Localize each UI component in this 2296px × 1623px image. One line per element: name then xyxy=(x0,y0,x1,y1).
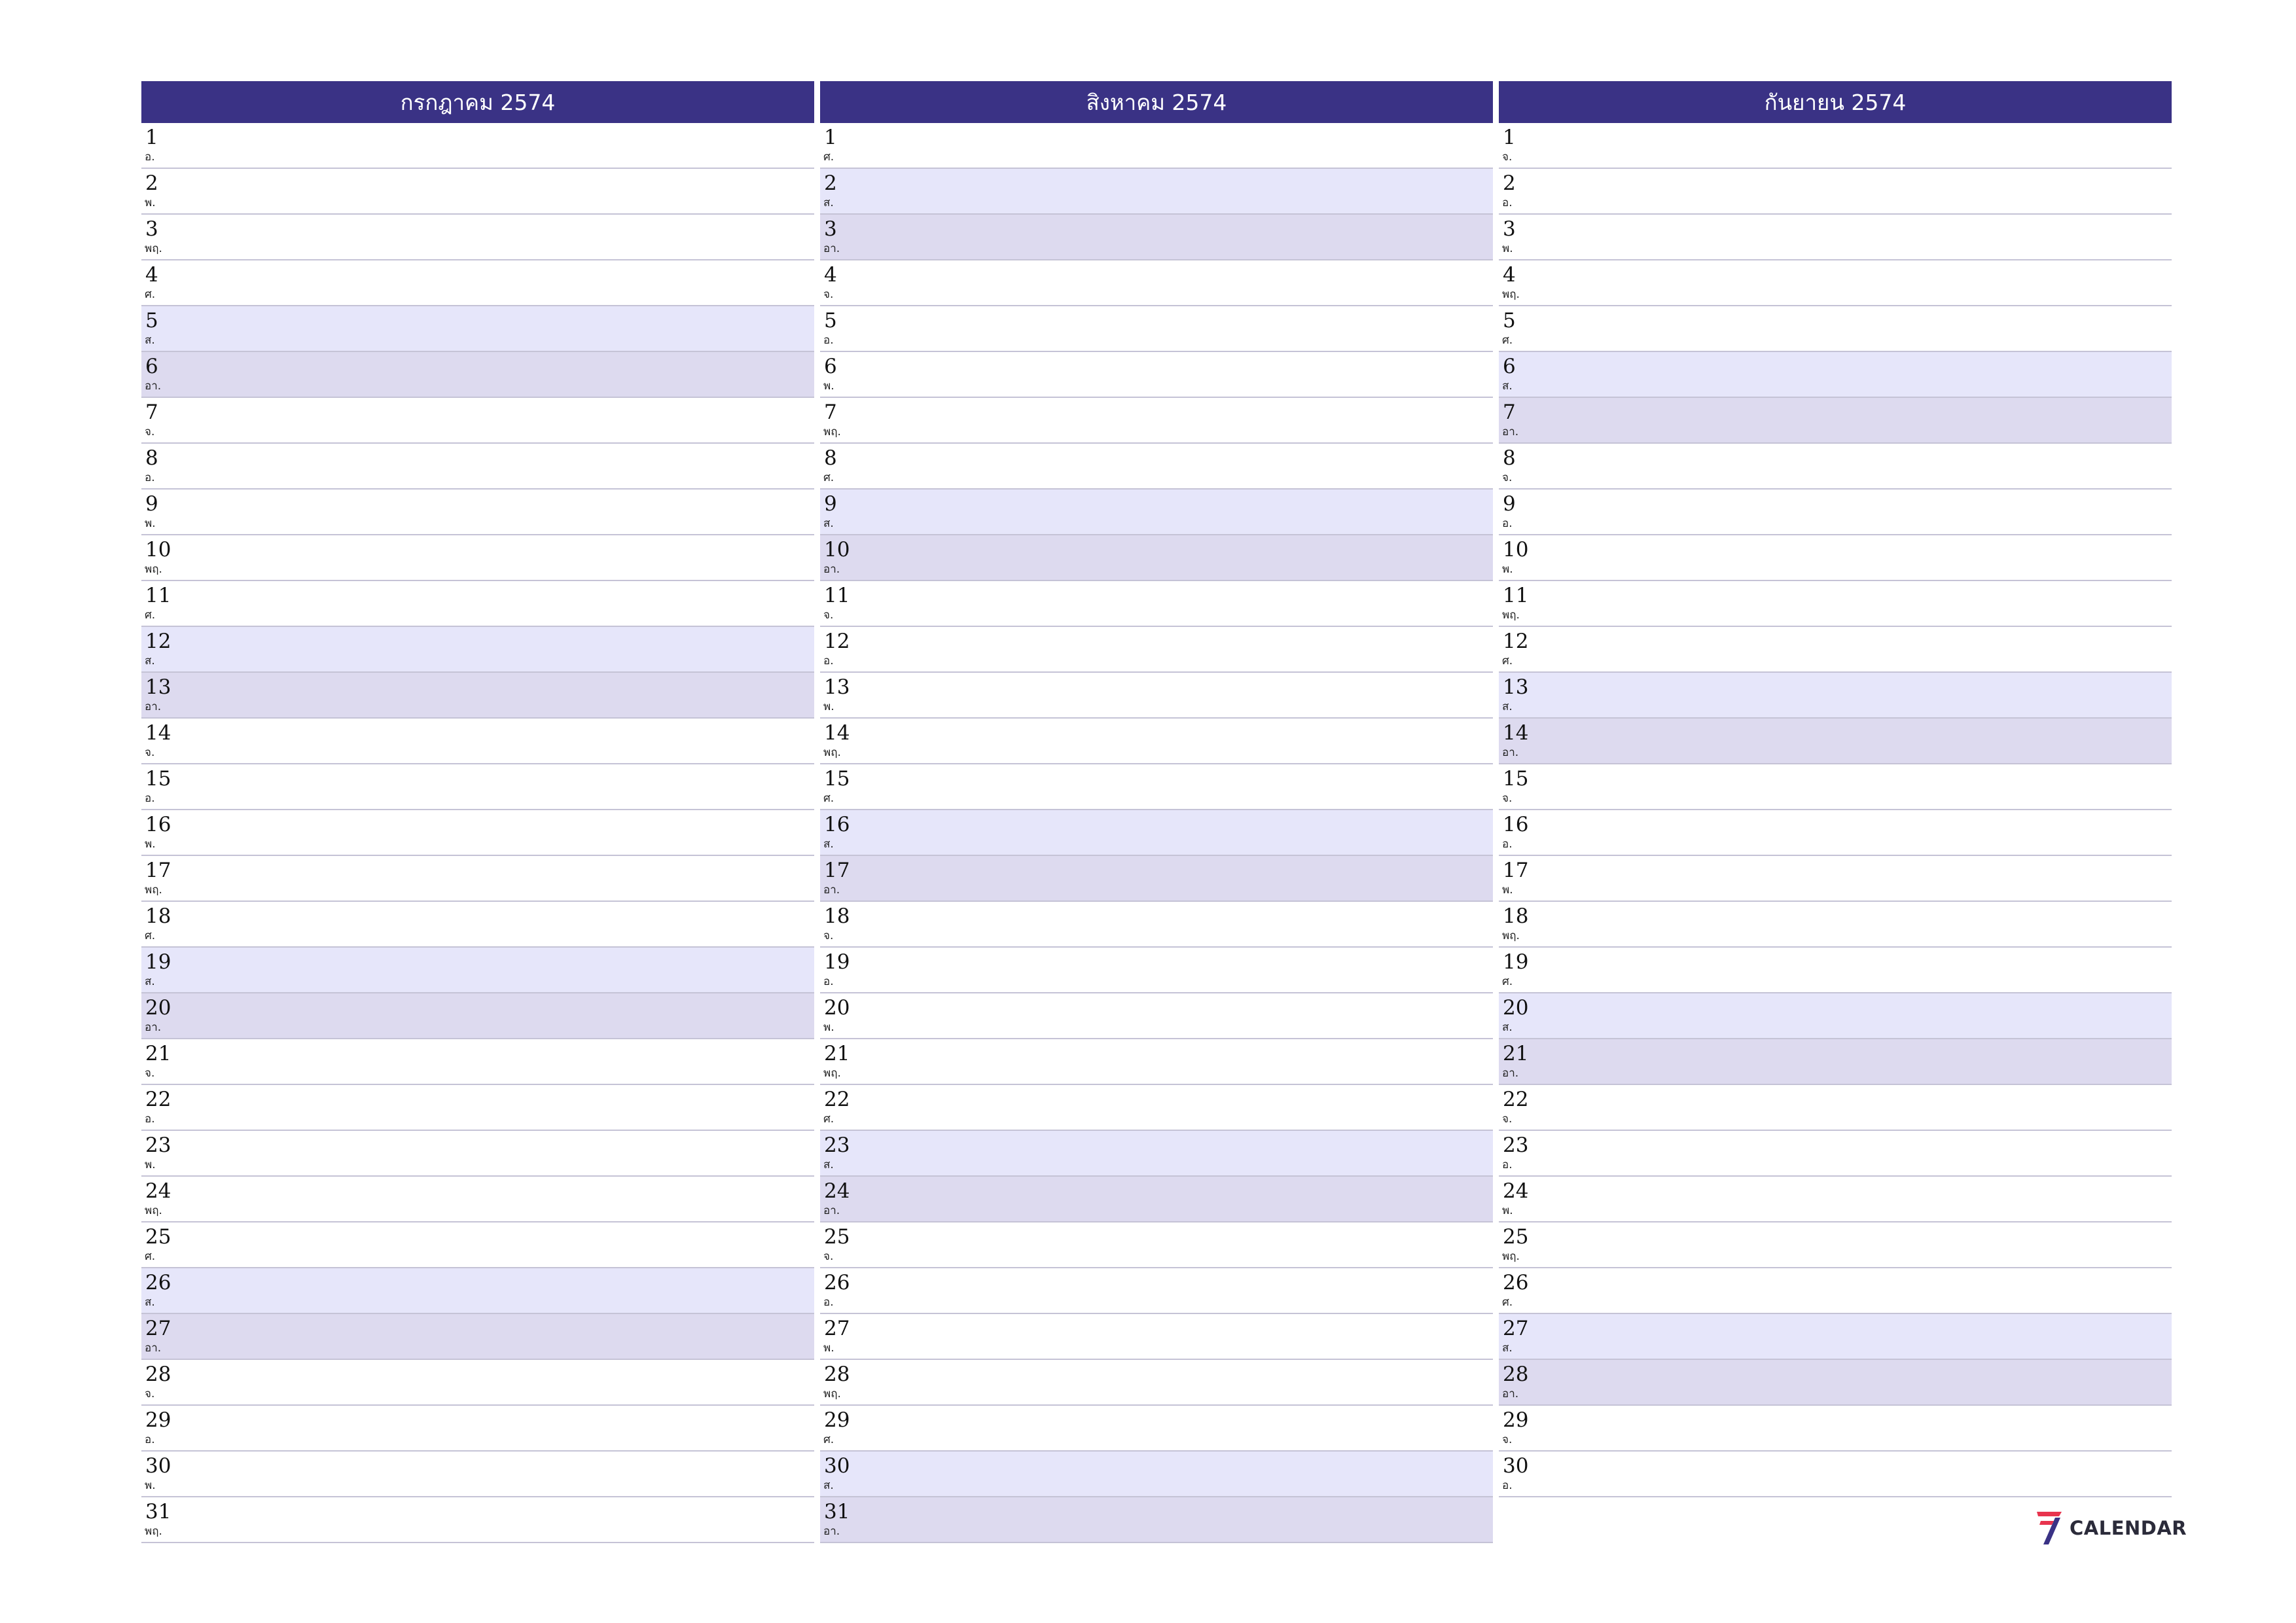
day-row xyxy=(820,535,1493,581)
day-row xyxy=(1499,673,2172,719)
weekday-label: พ. xyxy=(1502,1204,1513,1217)
day-number: 14 xyxy=(1503,721,1529,745)
day-number: 29 xyxy=(145,1408,171,1432)
weekday-label: อ. xyxy=(1502,838,1513,851)
day-row xyxy=(820,260,1493,306)
weekday-label: อา. xyxy=(145,1342,162,1355)
weekday-label: ส. xyxy=(823,517,834,530)
day-row xyxy=(141,810,814,856)
day-number: 5 xyxy=(824,309,837,332)
day-row xyxy=(820,581,1493,627)
day-row xyxy=(1499,306,2172,352)
day-row xyxy=(1499,627,2172,673)
day-number: 23 xyxy=(1503,1133,1529,1157)
day-row xyxy=(1499,1406,2172,1452)
day-number: 15 xyxy=(145,767,171,791)
day-number: 15 xyxy=(824,767,850,791)
day-row xyxy=(141,1497,814,1543)
day-number: 5 xyxy=(145,309,158,332)
day-row xyxy=(141,948,814,993)
day-number: 27 xyxy=(145,1317,171,1340)
day-row xyxy=(1499,1039,2172,1085)
day-row xyxy=(820,627,1493,673)
day-number: 25 xyxy=(145,1225,171,1249)
day-number: 18 xyxy=(824,904,850,928)
month-header: กรกฎาคม 2574 xyxy=(141,81,814,123)
day-row xyxy=(141,1314,814,1360)
day-number: 19 xyxy=(145,950,171,974)
weekday-label: พ. xyxy=(823,700,834,713)
day-row xyxy=(141,123,814,169)
day-row xyxy=(1499,1131,2172,1177)
day-number: 12 xyxy=(824,630,850,653)
weekday-label: อา. xyxy=(823,1204,840,1217)
day-number: 30 xyxy=(145,1454,171,1478)
day-row xyxy=(141,627,814,673)
weekday-label: อ. xyxy=(823,334,834,347)
day-number: 28 xyxy=(824,1363,850,1386)
day-number: 29 xyxy=(824,1408,850,1432)
weekday-label: อ. xyxy=(145,151,155,164)
day-number: 24 xyxy=(1503,1179,1529,1203)
day-row xyxy=(141,352,814,398)
weekday-label: จ. xyxy=(823,609,834,622)
weekday-label: จ. xyxy=(1502,792,1513,805)
weekday-label: จ. xyxy=(1502,1113,1513,1126)
weekday-label: พฤ. xyxy=(1502,1250,1520,1263)
day-number: 26 xyxy=(824,1271,850,1294)
weekday-label: ส. xyxy=(823,196,834,209)
weekday-label: จ. xyxy=(145,1067,155,1080)
day-number: 9 xyxy=(1503,492,1516,516)
day-number: 17 xyxy=(145,859,171,882)
day-number: 17 xyxy=(1503,859,1529,882)
day-number: 2 xyxy=(1503,171,1516,195)
weekday-label: ส. xyxy=(823,1158,834,1171)
day-row xyxy=(141,1085,814,1131)
day-row xyxy=(1499,352,2172,398)
weekday-label: อา. xyxy=(1502,1387,1519,1400)
weekday-label: พ. xyxy=(1502,883,1513,897)
day-number: 21 xyxy=(145,1042,171,1065)
day-number: 9 xyxy=(145,492,158,516)
weekday-label: อ. xyxy=(1502,1158,1513,1171)
month-column-3 xyxy=(1499,81,2172,1497)
day-row xyxy=(1499,1222,2172,1268)
weekday-label: พ. xyxy=(823,380,834,393)
day-number: 2 xyxy=(824,171,837,195)
weekday-label: อา. xyxy=(823,563,840,576)
day-number: 16 xyxy=(145,813,171,836)
day-number: 29 xyxy=(1503,1408,1529,1432)
day-number: 14 xyxy=(824,721,850,745)
day-row xyxy=(820,1360,1493,1406)
day-row xyxy=(820,764,1493,810)
day-row xyxy=(1499,490,2172,535)
day-number: 13 xyxy=(145,675,171,699)
weekday-label: ศ. xyxy=(1502,975,1513,988)
day-number: 10 xyxy=(824,538,850,562)
day-number: 5 xyxy=(1503,309,1516,332)
day-number: 12 xyxy=(1503,630,1529,653)
weekday-label: อ. xyxy=(1502,517,1513,530)
day-row xyxy=(141,856,814,902)
day-number: 9 xyxy=(824,492,837,516)
day-number: 21 xyxy=(824,1042,850,1065)
weekday-label: อา. xyxy=(1502,425,1519,438)
day-number: 6 xyxy=(1503,355,1516,378)
weekday-label: ศ. xyxy=(823,1433,834,1446)
weekday-label: พ. xyxy=(1502,563,1513,576)
weekday-label: อ. xyxy=(145,792,155,805)
weekday-label: อา. xyxy=(145,700,162,713)
weekday-label: อา. xyxy=(823,883,840,897)
weekday-label: พฤ. xyxy=(823,1067,841,1080)
weekday-label: พฤ. xyxy=(145,1204,162,1217)
day-row xyxy=(820,810,1493,856)
day-row xyxy=(820,398,1493,444)
weekday-label: อ. xyxy=(1502,1479,1513,1492)
weekday-label: ส. xyxy=(145,654,155,668)
day-row xyxy=(820,444,1493,490)
day-number: 31 xyxy=(824,1500,850,1524)
weekday-label: ศ. xyxy=(823,792,834,805)
weekday-label: อา. xyxy=(145,1021,162,1034)
weekday-label: ศ. xyxy=(823,471,834,484)
weekday-label: พฤ. xyxy=(823,746,841,759)
weekday-label: ส. xyxy=(1502,1021,1513,1034)
day-row xyxy=(141,764,814,810)
day-number: 3 xyxy=(824,217,837,241)
weekday-label: ส. xyxy=(1502,1342,1513,1355)
weekday-label: พ. xyxy=(145,196,156,209)
weekday-label: จ. xyxy=(823,288,834,301)
weekday-label: พฤ. xyxy=(1502,609,1520,622)
weekday-label: ส. xyxy=(145,975,155,988)
day-number: 20 xyxy=(1503,996,1529,1020)
day-number: 28 xyxy=(1503,1363,1529,1386)
day-number: 8 xyxy=(1503,446,1516,470)
day-row xyxy=(820,1314,1493,1360)
day-row xyxy=(820,1497,1493,1543)
day-row xyxy=(820,1177,1493,1222)
day-number: 20 xyxy=(145,996,171,1020)
day-number: 4 xyxy=(824,263,837,287)
weekday-label: พฤ. xyxy=(145,883,162,897)
day-list xyxy=(820,123,1493,1543)
day-number: 13 xyxy=(1503,675,1529,699)
brand-logo xyxy=(2036,1510,2187,1546)
weekday-label: อ. xyxy=(823,654,834,668)
weekday-label: จ. xyxy=(145,746,155,759)
day-row xyxy=(820,673,1493,719)
day-row xyxy=(820,490,1493,535)
weekday-label: พ. xyxy=(145,838,156,851)
day-number: 30 xyxy=(824,1454,850,1478)
day-row xyxy=(820,1085,1493,1131)
day-row xyxy=(141,398,814,444)
weekday-label: จ. xyxy=(145,425,155,438)
weekday-label: อา. xyxy=(1502,1067,1519,1080)
day-number: 19 xyxy=(1503,950,1529,974)
day-row xyxy=(820,1222,1493,1268)
weekday-label: ศ. xyxy=(145,929,156,942)
day-row xyxy=(141,993,814,1039)
day-row xyxy=(1499,581,2172,627)
weekday-label: ศ. xyxy=(823,1113,834,1126)
weekday-label: พฤ. xyxy=(145,1525,162,1538)
day-row xyxy=(820,1268,1493,1314)
weekday-label: อา. xyxy=(145,380,162,393)
day-row xyxy=(820,1039,1493,1085)
day-row xyxy=(141,1177,814,1222)
weekday-label: พฤ. xyxy=(145,242,162,255)
weekday-label: พ. xyxy=(145,1479,156,1492)
day-number: 1 xyxy=(145,126,158,149)
day-number: 7 xyxy=(145,401,158,424)
day-number: 8 xyxy=(145,446,158,470)
day-row xyxy=(141,490,814,535)
weekday-label: พ. xyxy=(145,517,156,530)
day-row xyxy=(1499,948,2172,993)
day-row xyxy=(1499,764,2172,810)
day-row xyxy=(141,306,814,352)
weekday-label: พฤ. xyxy=(823,425,841,438)
weekday-label: จ. xyxy=(823,929,834,942)
day-row xyxy=(820,123,1493,169)
month-header: สิงหาคม 2574 xyxy=(820,81,1493,123)
weekday-label: ส. xyxy=(145,334,155,347)
weekday-label: ส. xyxy=(823,1479,834,1492)
weekday-label: จ. xyxy=(1502,471,1513,484)
day-row xyxy=(1499,123,2172,169)
day-row xyxy=(1499,1360,2172,1406)
day-number: 7 xyxy=(824,401,837,424)
weekday-label: พ. xyxy=(823,1021,834,1034)
day-number: 25 xyxy=(1503,1225,1529,1249)
weekday-label: อ. xyxy=(823,1296,834,1309)
day-number: 19 xyxy=(824,950,850,974)
weekday-label: จ. xyxy=(823,1250,834,1263)
day-row xyxy=(141,1406,814,1452)
day-row xyxy=(141,1131,814,1177)
day-number: 11 xyxy=(145,584,171,607)
day-row xyxy=(141,1452,814,1497)
day-number: 14 xyxy=(145,721,171,745)
day-row xyxy=(141,444,814,490)
weekday-label: ศ. xyxy=(145,288,156,301)
day-row xyxy=(141,1360,814,1406)
day-row xyxy=(1499,215,2172,260)
weekday-label: อา. xyxy=(1502,746,1519,759)
day-list xyxy=(141,123,814,1543)
day-number: 3 xyxy=(145,217,158,241)
day-row xyxy=(141,902,814,948)
weekday-label: พ. xyxy=(145,1158,156,1171)
day-row xyxy=(141,215,814,260)
day-row xyxy=(141,169,814,215)
day-number: 11 xyxy=(1503,584,1529,607)
weekday-label: จ. xyxy=(145,1387,155,1400)
weekday-label: อ. xyxy=(1502,196,1513,209)
day-row xyxy=(141,260,814,306)
day-row xyxy=(1499,1314,2172,1360)
day-row xyxy=(1499,1085,2172,1131)
weekday-label: พฤ. xyxy=(1502,288,1520,301)
day-row xyxy=(820,352,1493,398)
day-number: 11 xyxy=(824,584,850,607)
day-row xyxy=(1499,1268,2172,1314)
day-number: 30 xyxy=(1503,1454,1529,1478)
day-number: 8 xyxy=(824,446,837,470)
day-row xyxy=(1499,856,2172,902)
day-row xyxy=(820,215,1493,260)
day-number: 20 xyxy=(824,996,850,1020)
day-number: 22 xyxy=(145,1088,171,1111)
day-number: 16 xyxy=(1503,813,1529,836)
day-number: 27 xyxy=(824,1317,850,1340)
day-row xyxy=(820,993,1493,1039)
day-number: 26 xyxy=(1503,1271,1529,1294)
month-column-1 xyxy=(141,81,814,1543)
day-number: 26 xyxy=(145,1271,171,1294)
weekday-label: พฤ. xyxy=(823,1387,841,1400)
day-row xyxy=(1499,993,2172,1039)
day-row xyxy=(1499,1452,2172,1497)
day-row xyxy=(820,1131,1493,1177)
day-row xyxy=(820,1452,1493,1497)
day-number: 16 xyxy=(824,813,850,836)
day-row xyxy=(141,673,814,719)
weekday-label: ส. xyxy=(823,838,834,851)
day-number: 24 xyxy=(824,1179,850,1203)
day-row xyxy=(820,902,1493,948)
day-number: 23 xyxy=(145,1133,171,1157)
day-number: 10 xyxy=(1503,538,1529,562)
day-number: 25 xyxy=(824,1225,850,1249)
day-number: 4 xyxy=(145,263,158,287)
day-number: 1 xyxy=(1503,126,1516,149)
weekday-label: ส. xyxy=(145,1296,155,1309)
weekday-label: อ. xyxy=(823,975,834,988)
day-row xyxy=(1499,719,2172,764)
weekday-label: อ. xyxy=(145,1433,155,1446)
day-number: 17 xyxy=(824,859,850,882)
day-row xyxy=(141,581,814,627)
day-number: 27 xyxy=(1503,1317,1529,1340)
weekday-label: ศ. xyxy=(823,151,834,164)
day-number: 21 xyxy=(1503,1042,1529,1065)
day-row xyxy=(1499,398,2172,444)
day-number: 13 xyxy=(824,675,850,699)
day-number: 6 xyxy=(145,355,158,378)
day-row xyxy=(820,1406,1493,1452)
weekday-label: อ. xyxy=(145,1113,155,1126)
day-row xyxy=(141,719,814,764)
weekday-label: อา. xyxy=(823,242,840,255)
day-row xyxy=(820,856,1493,902)
weekday-label: ส. xyxy=(1502,700,1513,713)
day-row xyxy=(820,948,1493,993)
day-number: 3 xyxy=(1503,217,1516,241)
day-row xyxy=(820,719,1493,764)
weekday-label: ส. xyxy=(1502,380,1513,393)
weekday-label: พ. xyxy=(1502,242,1513,255)
day-row xyxy=(820,169,1493,215)
day-row xyxy=(141,1222,814,1268)
day-number: 6 xyxy=(824,355,837,378)
weekday-label: ศ. xyxy=(1502,1296,1513,1309)
weekday-label: ศ. xyxy=(145,1250,156,1263)
weekday-label: อ. xyxy=(145,471,155,484)
day-number: 24 xyxy=(145,1179,171,1203)
day-row xyxy=(1499,444,2172,490)
weekday-label: จ. xyxy=(1502,1433,1513,1446)
day-number: 1 xyxy=(824,126,837,149)
day-number: 18 xyxy=(1503,904,1529,928)
day-number: 22 xyxy=(824,1088,850,1111)
day-number: 7 xyxy=(1503,401,1516,424)
day-row xyxy=(1499,535,2172,581)
day-list xyxy=(1499,123,2172,1497)
logo-text: CALENDAR xyxy=(2070,1517,2187,1539)
day-number: 18 xyxy=(145,904,171,928)
seven-logo-icon xyxy=(2036,1510,2063,1546)
day-row xyxy=(1499,810,2172,856)
month-column-2 xyxy=(820,81,1493,1543)
day-row xyxy=(141,535,814,581)
weekday-label: ศ. xyxy=(145,609,156,622)
weekday-label: ศ. xyxy=(1502,334,1513,347)
weekday-label: จ. xyxy=(1502,151,1513,164)
day-number: 28 xyxy=(145,1363,171,1386)
day-number: 4 xyxy=(1503,263,1516,287)
weekday-label: พ. xyxy=(823,1342,834,1355)
weekday-label: ศ. xyxy=(1502,654,1513,668)
day-row xyxy=(1499,169,2172,215)
month-header: กันยายน 2574 xyxy=(1499,81,2172,123)
weekday-label: อา. xyxy=(823,1525,840,1538)
weekday-label: พฤ. xyxy=(1502,929,1520,942)
day-row xyxy=(1499,260,2172,306)
day-row xyxy=(1499,1177,2172,1222)
day-row xyxy=(141,1039,814,1085)
day-row xyxy=(1499,902,2172,948)
day-number: 31 xyxy=(145,1500,171,1524)
weekday-label: พฤ. xyxy=(145,563,162,576)
day-number: 22 xyxy=(1503,1088,1529,1111)
day-number: 10 xyxy=(145,538,171,562)
day-number: 23 xyxy=(824,1133,850,1157)
day-row xyxy=(820,306,1493,352)
day-number: 15 xyxy=(1503,767,1529,791)
day-number: 12 xyxy=(145,630,171,653)
day-row xyxy=(141,1268,814,1314)
day-number: 2 xyxy=(145,171,158,195)
